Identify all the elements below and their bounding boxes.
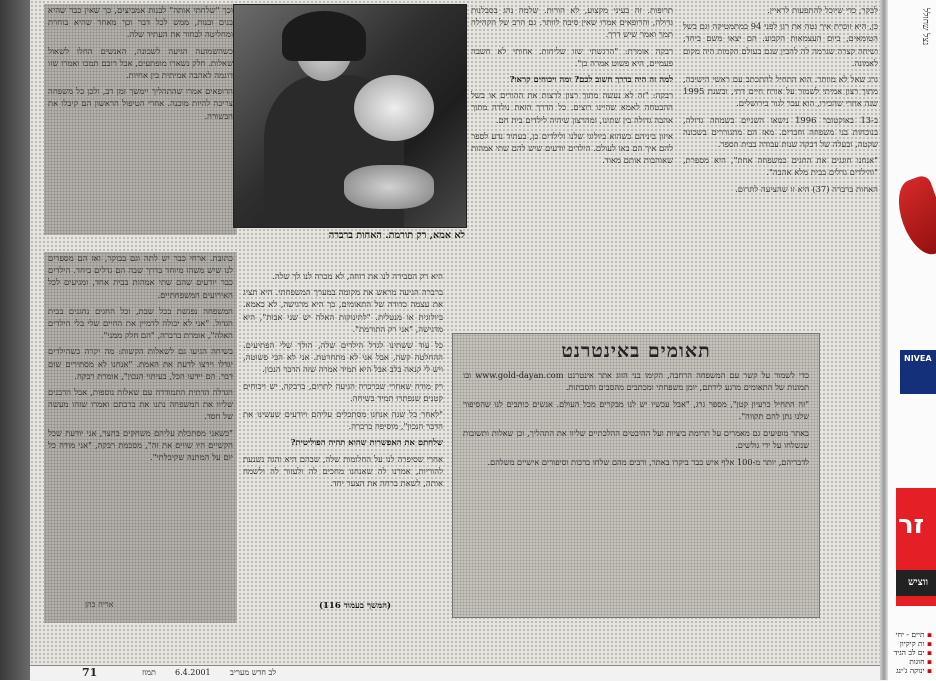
paragraph: "זה התחיל כרעיון קטן", מספר גרג, "אבל עכשיו יש לנו מבקרים מכל העולם. אנשים כותבים לנו שהסיפור שלנו נתן להם תקווה". (463, 399, 809, 421)
paragraph: באתר מופיעים גם מאמרים על תרומת ביציות ועל ההיבטים ההלכתיים שליוו את התהליך, וכן שאלות ותשובות שנשלחו על ידי גולשים. (463, 428, 809, 450)
paragraph: לבקר, כדי שיוכל להתפעות לראיין. (767, 5, 878, 15)
list-item: ▪ ים לב הגיד (894, 648, 932, 657)
paragraph: "כשאני מסתכלת עליהם משחקים בחצר, אני יודעת שכל הקשיים היו שווים את זה", מסכמת רבקה, "אני מודה כל יום על המתנה שקיבלתי". (48, 427, 233, 463)
paragraph: כל עוד ששתינו לגדל הילדים שלה, הולך שלי הפתיעים. ההחלטה קשה, אבל אני לא מתחרטת. אני לא הכי פשוטה, ויש לי קנאה בלב אבל היא תמיד אמרה שזה הדבר הנכון. (243, 340, 443, 375)
paragraph: ב-13 באוקטובר 1996 נישאו השניים בשמחה גדולה, בנוכחות בני משפחה וחברים. מאז הם מתגוררים בשכונה שקטה, ובעלה של רבקה שנות עבודה בבית הספר. (683, 114, 878, 150)
ad-vertical-text: נצל שחולל (920, 8, 930, 46)
sidebar-box (452, 333, 820, 618)
paragraph: כדי לשמור על קשר עם המשפחה הרחבה, הקימו בני הזוג אתר אינטרנט www.gold-dayan.com ובו תמונות של התאומים מרגע לידתם, יומן משפחתי ומכתבים מהסבים והסבתות. (463, 370, 809, 392)
list-item: ▪ חוגות (894, 657, 932, 666)
publication-name: לב חדש מעריב (230, 668, 277, 677)
photo-baby (354, 75, 434, 141)
paragraph: "לאחר כל שנה אנחנו מסתכלים עליהם ויודעים שעשינו את הדבר הנכון", מוסיפה ברברה. (243, 409, 443, 432)
photo-caption: לא אמא, רק תורמת. האחות ברברה (328, 230, 465, 241)
sidebar-box-body (453, 369, 819, 468)
column-middle-lower (243, 270, 443, 597)
paragraph: המשפחה נפגשת בכל שבת, וכל החגים נחגגים בבית הגדול. "אני לא יכולה לדמיין את החיים שלי בלי הילדים האלה", אומרת ברברה, "הם חלק ממני". (48, 305, 233, 341)
article-photo (233, 4, 467, 228)
ad-red-text: זר (898, 510, 925, 540)
paragraph: ברברה הגיעה מראש את מקומה במערך המשפחתי. היא תציג את עצמה כדודה של התאומים, כך היא מרגישה, לא כאמא. ביולוגית או מנטלית. "לתינוקות האלה יש שני אבות", היא מדגישה, "אני רק התורמת". (243, 287, 443, 334)
paragraph: האחות ברברה (37) היא זו שהציעה לתרום. (735, 183, 878, 194)
newspaper-page (30, 0, 888, 665)
paragraph: כן, היא זוכרת איך גטה את רגן לפני 94 במתמטיקה וגם בשל הטומאים, ביום העצמאות הקבוע. הם יצאו משם ביחד, ושיחה קצרה שגרמה לה להבין שגם בעולם הקמות היה מקום לאמונה. (683, 21, 878, 68)
scan-edge-left (0, 0, 30, 680)
interview-question: שלחתם את האפשרות שהוא תהיה הפוליטית? (290, 437, 443, 448)
page-fold (880, 0, 888, 680)
list-item: ▪ ות קיקיון (894, 639, 932, 648)
page-footer (30, 665, 888, 681)
paragraph: היא רק הסבירה לנו את רוחה, לא מכרה לנו לך שלה. (272, 271, 443, 281)
paragraph: הרופאים אמרו שהתהליך יימשך זמן רב, ולכן כל משפחה צריכה להיות מוכנה. אחרי הטיפול הראשון הם קיבלו את הבשורה. (48, 86, 233, 121)
photo-hands (344, 165, 434, 209)
paragraph: כתובת. ארחי כבר יש לתה וגם בבוקר, ואז הם מספרים לנו שיש משהו מיוחד בדרך שבה הם גדלים ביחד. הילדים כבר יודעים שהם שתי אמהות בבית אחד, ומגיעים לכל האירועים המשפחתיים. (48, 253, 233, 300)
page-number: 71 (82, 666, 98, 679)
paragraph: "אנחנו חוגגים את החגים כמשפחה אחת", היא מספרת, "והילדים גדלים בבית מלא אהבה". (683, 155, 878, 178)
paragraph: איזון ביניהם כשהוא ביולוגי שלנו ולילדים כן, בעתיד נדע לספר להם איך הם באו לעולם. הילדים יודעים שיש להם שתי אמהות שאוהבות אותם מאוד. (471, 130, 673, 166)
lipstick-image (890, 174, 936, 261)
paragraph: רבקה: "זה לא נעשה מתוך רצון לרצות את ההורים או בשל ההבטחה לאמא שהיינו רוצים. כל הדרך הזאת נולדה מתוך אהבה גדולה בין שתינו, ומהרצון שיהיה לילדים בית חם. (471, 90, 673, 125)
column-left-upper (44, 4, 237, 235)
author-signature: אריה כהן (85, 600, 114, 609)
paragraph: רק מודה שאחרי שברברה הגיעה לתרום, ברבקה, יש ויכוחים קטנים שנפתרו תמיד בשיחה. (243, 380, 443, 403)
paragraph: תרופות. זה בעיני מקצוע, לא הורות. שלמה נהג בסבלנות גדולה, והרופאים אמרו שאין סיבה לוותר. גם הרב של הקהילה תמך ואמר שיש דרך. (471, 5, 673, 40)
paragraph: וכך "שלחתי אותה" לבנות אמביצים, כך שאין כבר שהיא בנים ובנות, ממש לכל דבר וכך מאחר שהיא בוחרת ומחליטה לבחור את העתיד שלה. (48, 5, 233, 40)
paragraph: גרג שאל לא מוותר. הוא התחיל להתכתב עם ראשי הישיבה, מתוך רצון אמיתי לשמור על אורח חיים דתי, ובשנת 1995 שנה אחרי שהכירו, הוא עבר לגור בירושלים. (683, 74, 878, 109)
paragraph: רבקה אומרת: "הרגשתי שזו שליחות. אחותי לא חשבה פעמיים, היא פשוט אמרה כן". (471, 45, 673, 68)
paragraph: הגדלה הדתית התמודדה עם שאלות נוספות, אבל הרבנים שליוו את המשפחה נתנו את ברכתם ואמרו שזהו מעשה של חסד. (48, 387, 233, 422)
issue-label: תמוז (142, 668, 156, 677)
ad-dark-bar: ווציש (896, 570, 936, 596)
side-advertisement (888, 0, 936, 680)
sidebar-box-title: תאומים באינטרנט (561, 340, 711, 362)
list-item: ▪ תיים - יחי (894, 630, 932, 639)
paragraph: בשיחה הגיעו גם לשאלות הקשות: מה יקרה כשהילדים יגדלו וירצו לדעת את האמת. "אנחנו לא מסתירים שום דבר. הם יידעו הכל, בעיתוי הנכון", אומרת רבקה. (48, 346, 233, 381)
nivea-logo: NIVEA (900, 350, 936, 394)
column-middle-upper (471, 4, 673, 313)
paragraph: לדבריהם, יותר מ-100 אלף איש כבר ביקרו באתר, ורבים מהם שלחו ברכות וסיפורים אישיים משלהם. (487, 457, 809, 467)
column-left-lower (44, 252, 237, 623)
ad-list (894, 630, 932, 675)
interview-question: למה זה היה בדרך חשוב לכם? ומה ויכוחים קראו? (509, 74, 673, 85)
paragraph: כשהשמועה הגיעה לשכונה, האנשים החלו לשאול שאלות. חלק נשארו מופתעים, אבל רובם תמכו ואמרו שזו דוגמה לאהבה אמיתית בין אחיות. (48, 45, 233, 81)
issue-date: 6.4.2001 (175, 668, 211, 677)
photo-figure-headscarf (282, 11, 366, 61)
paragraph: אחרי שסיפרה לנו על החלומות שלה, שבהם היא והגה נשנעת להוריות, אמרנו לה שאנחנו מחכים לה ולעזור לה ולשמח אותה, לשאת ברחה את הצער יחד. (243, 453, 443, 489)
list-item: ▪ ינוקה ג'ינג (894, 666, 932, 675)
continued-note: (המשך בעמוד 116) (318, 601, 392, 611)
